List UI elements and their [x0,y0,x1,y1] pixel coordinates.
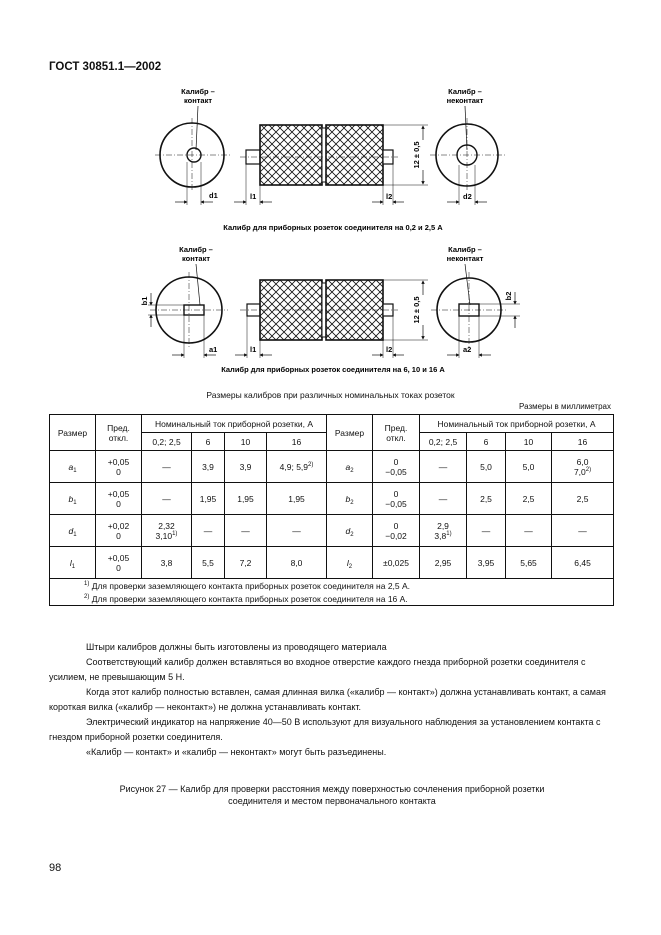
dim-12-bottom-label: 12 ± 0,5 [412,296,421,324]
header-nominal-right: Номинальный ток приборной розетки, А [420,415,614,433]
dim-12-top-label: 12 ± 0,5 [412,141,421,169]
figure-caption: Рисунок 27 — Калибр для проверки расстояния между поверхностью сочленения приборной розетки соединителя и местом первоначального контакта [119,784,545,806]
gauge-drawing [0,0,661,380]
current-header: 10 [225,433,267,451]
current-header: 16 [267,433,327,451]
bottom-gauge-left-body [260,280,322,340]
footnote-1: $^{1)}$ Для проверки заземляющего контакта приборных розеток соединителя на 2,5 А. [50,579,614,593]
bottom-right-label-1: Калибр – [448,245,482,254]
header-nominal-left: Номинальный ток приборной розетки, А [142,415,327,433]
top-figure-caption: Калибр для приборных розеток соединителя на 0,2 и 2,5 А [223,223,443,232]
top-right-label-2: неконтакт [446,96,484,105]
header-tol-right: Пред. откл. [373,415,420,451]
bottom-right-label-2: неконтакт [446,254,484,263]
dim-d2-label: d2 [463,192,472,201]
bottom-figure-caption: Калибр для приборных розеток соединителя на 6, 10 и 16 А [221,365,445,374]
page-number: 98 [49,862,62,874]
dim-d1-label: d1 [209,191,218,200]
dim-l1-bottom-label: l1 [250,345,257,354]
current-header: 6 [192,433,225,451]
table-row: $l_1$ +0,05 0 3,8 5,5 7,2 8,0 $l_2$ ±0,025 2,95 3,95 5,65 6,45 [50,547,614,579]
current-header: 16 [552,433,614,451]
paragraph: Электрический индикатор на напряжение 40—50 В используют для визуального наблюдения за установлением контакта с гнездом приборной розетки соединителя. [49,717,601,742]
top-right-label-1: Калибр – [448,87,482,96]
bottom-left-label-2: контакт [181,254,211,263]
paragraph: Когда этот калибр полностью вставлен, самая длинная вилка («калибр — контакт») должна устанавливать контакт, а самая короткая вилка («калибр — неконтакт») не должна устанавливать контакт. [49,687,606,712]
table-caption: Размеры калибров при различных номинальных токах розеток [206,390,455,400]
paragraph: «Калибр — контакт» и «калибр — неконтакт» могут быть разъединены. [86,747,387,757]
current-header: 0,2; 2,5 [142,433,192,451]
bottom-left-label-1: Калибр – [179,245,213,254]
top-gauge-right-body [326,125,383,185]
dimensions-table [49,414,614,606]
dim-l2-label: l2 [386,192,393,201]
dim-b1-label: b1 [140,296,149,306]
document-header: ГОСТ 30851.1—2002 [49,61,162,73]
table-row: $a_1$ +0,05 0 — 3,9 3,9 4,9; 5,9$^{2)}$ $a_2$ 0 −0,05 — 5,0 5,0 6,0 7,0$^{2)}$ [50,451,614,483]
dim-a2-label: a2 [463,345,472,354]
table-row: $b_1$ +0,05 0 — 1,95 1,95 1,95 $b_2$ 0 −0,05 — 2,5 2,5 2,5 [50,483,614,515]
header-tol-left: Пред. откл. [96,415,142,451]
current-header: 10 [506,433,552,451]
paragraph: Штыри калибров должны быть изготовлены из проводящего материала [86,642,387,652]
table-row: $d_1$ +0,02 0 2,32 3,10$^{1)}$ — — — $d_2$ 0 −0,02 2,9 3,8$^{1)}$ — — — [50,515,614,547]
dim-l2-bottom-label: l2 [386,345,393,354]
top-left-label-2: контакт [183,96,213,105]
table-units: Размеры в миллиметрах [519,402,611,411]
paragraph: Соответствующий калибр должен вставляться во входное отверстие каждого гнезда приборной розетки соединителя с усилием, не превышающим 5 Н. [49,657,586,682]
footnote-2: $^{2)}$ Для проверки заземляющего контакта приборных розеток соединителя на 16 А. [50,592,614,606]
body-text [49,640,615,760]
current-header: 0,2; 2,5 [420,433,467,451]
dim-b2-label: b2 [504,291,513,301]
top-gauge-left-body [260,125,322,185]
current-header: 6 [467,433,506,451]
header-size-right: Размер [327,415,373,451]
bottom-gauge-figure [140,245,520,374]
header-size-left: Размер [50,415,96,451]
top-left-label-1: Калибр – [181,87,215,96]
top-gauge-figure [155,87,505,232]
dim-l1-label: l1 [250,192,257,201]
dim-a1-label: a1 [209,345,218,354]
